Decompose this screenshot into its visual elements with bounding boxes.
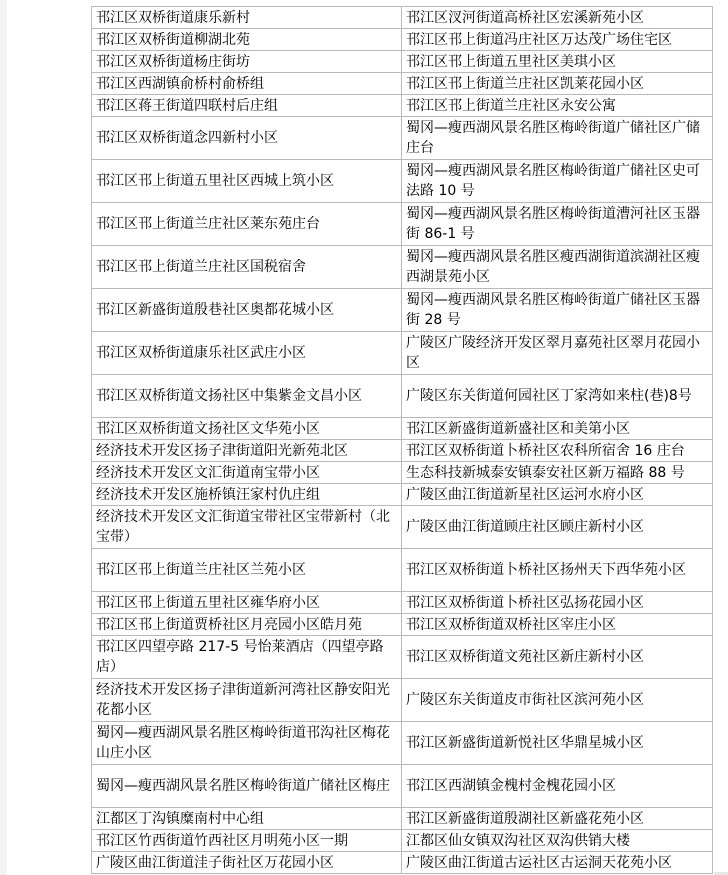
address-cell-left: 邗江区邗上街道兰庄社区莱东苑庄台: [92, 203, 402, 246]
address-table: [91, 6, 713, 874]
address-cell-left: 经济技术开发区扬子津街道阳光新苑北区: [92, 440, 402, 462]
address-cell-left: 邗江区新盛街道殷巷社区奥都花城小区: [92, 289, 402, 332]
address-cell-right: 蜀冈—瘦西湖风景名胜区梅岭街道广储社区史可法路 10 号: [402, 160, 713, 203]
address-cell-right: 广陵区广陵经济开发区翠月嘉苑社区翠月花园小区: [402, 332, 713, 375]
address-cell-left: 邗江区邗上街道贾桥社区月亮园小区皓月苑: [92, 614, 402, 636]
address-cell-right: 邗江区新盛街道新盛社区和美第小区: [402, 418, 713, 440]
address-cell-left: 广陵区曲江街道洼子街社区万花园小区: [92, 852, 402, 874]
address-cell-left: 经济技术开发区施桥镇汪家村仇庄组: [92, 484, 402, 506]
address-cell-left: 邗江区邗上街道五里社区西城上筑小区: [92, 160, 402, 203]
table-row: [92, 440, 713, 462]
table-row: [92, 722, 713, 765]
table-row: [92, 592, 713, 614]
table-row: [92, 506, 713, 549]
address-cell-right: 广陵区曲江街道顾庄社区顾庄新村小区: [402, 506, 713, 549]
table-row: [92, 95, 713, 117]
address-cell-left: 邗江区邗上街道兰庄社区兰苑小区: [92, 549, 402, 592]
table-row: [92, 289, 713, 332]
address-cell-left: 邗江区双桥街道文扬社区文华苑小区: [92, 418, 402, 440]
table-row: [92, 614, 713, 636]
table-row: [92, 852, 713, 874]
address-cell-right: 邗江区西湖镇金槐村金槐花园小区: [402, 765, 713, 808]
address-cell-right: 邗江区邗上街道五里社区美琪小区: [402, 51, 713, 73]
address-cell-right: 邗江区双桥街道文苑社区新庄新村小区: [402, 636, 713, 679]
address-table-body: [92, 7, 713, 874]
table-row: [92, 203, 713, 246]
address-cell-left: 经济技术开发区扬子津街道新河湾社区静安阳光花都小区: [92, 679, 402, 722]
table-row: [92, 830, 713, 852]
address-cell-left: 邗江区双桥街道念四新村小区: [92, 117, 402, 160]
table-row: [92, 549, 713, 592]
address-cell-left: 邗江区双桥街道杨庄街坊: [92, 51, 402, 73]
address-cell-right: 邗江区双桥街道双桥社区宰庄小区: [402, 614, 713, 636]
address-cell-right: 邗江区新盛街道殷湖社区新盛花苑小区: [402, 808, 713, 830]
address-cell-right: 广陵区曲江街道古运社区古运洞天花苑小区: [402, 852, 713, 874]
address-cell-left: 邗江区邗上街道兰庄社区国税宿舍: [92, 246, 402, 289]
address-cell-right: 邗江区汊河街道高桥社区宏溪新苑小区: [402, 7, 713, 29]
table-row: [92, 636, 713, 679]
address-cell-left: 邗江区蒋王街道四联村后庄组: [92, 95, 402, 117]
table-row: [92, 160, 713, 203]
table-row: [92, 418, 713, 440]
table-row: [92, 332, 713, 375]
document-page: [7, 0, 728, 875]
address-cell-right: 蜀冈—瘦西湖风景名胜区梅岭街道广储社区广储庄台: [402, 117, 713, 160]
table-row: [92, 7, 713, 29]
table-row: [92, 117, 713, 160]
address-cell-right: 蜀冈—瘦西湖风景名胜区梅岭街道漕河社区玉器街 86-1 号: [402, 203, 713, 246]
address-cell-right: 邗江区双桥街道卜桥社区农科所宿舍 16 庄台: [402, 440, 713, 462]
address-cell-left: 蜀冈—瘦西湖风景名胜区梅岭街道广储社区梅庄: [92, 765, 402, 808]
address-cell-left: 邗江区双桥街道柳湖北苑: [92, 29, 402, 51]
address-cell-right: 生态科技新城泰安镇泰安社区新万福路 88 号: [402, 462, 713, 484]
table-row: [92, 73, 713, 95]
address-cell-left: 邗江区邗上街道五里社区雍华府小区: [92, 592, 402, 614]
address-cell-right: 广陵区东关街道何园社区丁家湾如来柱(巷)8号: [402, 375, 713, 418]
address-cell-left: 蜀冈—瘦西湖风景名胜区梅岭街道邗沟社区梅花山庄小区: [92, 722, 402, 765]
address-cell-left: 经济技术开发区文汇街道宝带社区宝带新村（北宝带）: [92, 506, 402, 549]
address-cell-right: 广陵区东关街道皮市街社区滨河苑小区: [402, 679, 713, 722]
address-cell-right: 邗江区双桥街道卜桥社区弘扬花园小区: [402, 592, 713, 614]
address-cell-right: 邗江区邗上街道兰庄社区永安公寓: [402, 95, 713, 117]
table-row: [92, 51, 713, 73]
address-cell-right: 江都区仙女镇双沟社区双沟供销大楼: [402, 830, 713, 852]
address-cell-left: 邗江区双桥街道康乐社区武庄小区: [92, 332, 402, 375]
address-cell-right: 邗江区新盛街道新悦社区华鼎星城小区: [402, 722, 713, 765]
address-cell-right: 蜀冈—瘦西湖风景名胜区瘦西湖街道滨湖社区瘦西湖景苑小区: [402, 246, 713, 289]
table-row: [92, 246, 713, 289]
table-row: [92, 679, 713, 722]
table-row: [92, 765, 713, 808]
address-cell-right: 邗江区邗上街道兰庄社区凯莱花园小区: [402, 73, 713, 95]
address-cell-left: 邗江区四望亭路 217-5 号怡莱酒店（四望亭路店）: [92, 636, 402, 679]
address-cell-left: 江都区丁沟镇糜南村中心组: [92, 808, 402, 830]
address-cell-left: 邗江区西湖镇俞桥村俞桥组: [92, 73, 402, 95]
address-cell-left: 邗江区双桥街道文扬社区中集紫金文昌小区: [92, 375, 402, 418]
address-cell-left: 邗江区竹西街道竹西社区月明苑小区一期: [92, 830, 402, 852]
address-cell-right: 邗江区双桥街道卜桥社区扬州天下西华苑小区: [402, 549, 713, 592]
address-cell-left: 经济技术开发区文汇街道南宝带小区: [92, 462, 402, 484]
table-row: [92, 484, 713, 506]
address-cell-right: 蜀冈—瘦西湖风景名胜区梅岭街道广储社区玉器街 28 号: [402, 289, 713, 332]
table-row: [92, 375, 713, 418]
address-cell-right: 广陵区曲江街道新星社区运河水府小区: [402, 484, 713, 506]
address-cell-right: 邗江区邗上街道冯庄社区万达茂广场住宅区: [402, 29, 713, 51]
table-row: [92, 808, 713, 830]
address-cell-left: 邗江区双桥街道康乐新村: [92, 7, 402, 29]
table-row: [92, 462, 713, 484]
table-row: [92, 29, 713, 51]
